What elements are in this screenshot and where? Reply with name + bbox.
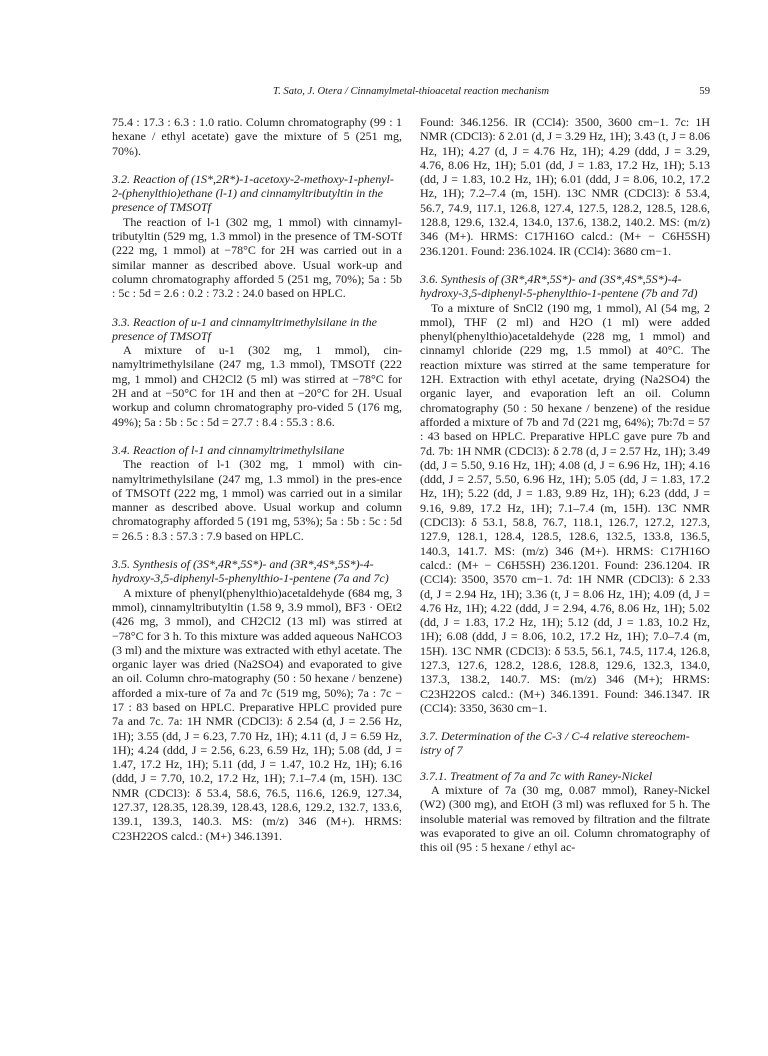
section-heading-3-6: 3.6. Synthesis of (3R*,4R*,5S*)- and (3S*,4S*,5S*)-4-hydroxy-3,5-diphenyl-5-phenylthio-1-pentene (7b and 7d) <box>420 271 698 301</box>
paragraph-3-6: To a mixture of SnCl2 (190 mg, 1 mmol), Al (54 mg, 2 mmol), THF (2 ml) and H2O (1 ml) were added phenyl(phenylthio)acetaldehyde (228 mg, 1 mmol) and cinnamyl chloride (229 mg, 1.5 mmol) at 40°C. The reaction mixture was stirred at the same temperature for 12H. Extraction with ethyl acetate, drying (Na2SO4) the organic layer, and evaporation left an oil. Column chromatography (50 : 50 hexane / benzene) of the residue afforded a mixture of 7b and 7d (221 mg, 64%); 7b:7d = 57 : 43 based on HPLC. Preparative HPLC gave pure 7b and 7d. 7b: 1H NMR (CDCl3): δ 2.78 (d, J = 2.57 Hz, 1H); 3.49 (dd, J = 5.50, 9.16 Hz, 1H); 4.08 (d, J = 6.96 Hz, 1H); 4.16 (ddd, J = 2.57, 5.50, 6.96 Hz, 1H); 5.05 (dd, J = 1.83, 17.2 Hz, 1H); 5.22 (dd, J = 1.83, 9.89 Hz, 1H); 6.23 (ddd, J = 9.16, 9.89, 17.2 Hz, 1H); 7.1–7.4 (m, 15H). 13C NMR (CDCl3): δ 53.1, 58.8, 76.7, 118.1, 126.7, 127.2, 127.3, 127.9, 128.1, 128.4, 128.5, 128.6, 132.5, 133.8, 136.5, 140.3, 141.7. MS: (m/z) 346 (M+). HRMS: C17H16O calcd.: (M+ − C6H5SH) 236.1201. Found: 236.1204. IR (CCl4): 3500, 3570 cm−1. 7d: 1H NMR (CDCl3): δ 2.33 (d, J = 2.94 Hz, 1H); 3.36 (t, J = 8.06 Hz, 1H); 4.09 (d, J = 4.76 Hz, 1H); 4.22 (ddd, J = 2.94, 4.76, 8.06 Hz, 1H); 5.02 (dd, J = 1.83, 17.2 Hz, 1H); 5.12 (dd, J = 1.83, 10.2 Hz, 1H); 6.08 (ddd, J = 8.06, 10.2, 17.2 Hz, 1H); 7.0–7.4 (m, 15H). 13C NMR (CDCl3): δ 53.5, 56.1, 74.5, 117.4, 126.8, 127.3, 127.6, 128.2, 128.6, 128.8, 129.6, 132.3, 134.0, 137.3, 138.2, 140.7. MS: (m/z) 346 (M+); HRMS: C23H22OS calcd.: (M+) 346.1391. Found: 346.1347. IR (CCl4): 3350, 3630 cm−1. <box>420 300 710 715</box>
paragraph-3-3: A mixture of u-1 (302 mg, 1 mmol), cin-namyltrimethylsilane (247 mg, 1.3 mmol), TMSOTf (222 mg, 1 mmol) and CH2Cl2 (5 ml) was stirred at −78°C for 2H and at −50°C for 1H and then at −20°C for 2H. Usual workup and column chromatography pro-vided 5 (176 mg, 49%); 5a : 5b : 5c : 5d = 27.7 : 8.4 : 55.3 : 8.6. <box>112 343 402 429</box>
section-heading-3-3: 3.3. Reaction of u-1 and cinnamyltrimethylsilane in the presence of TMSOTf <box>112 314 377 343</box>
paragraph-3-2: The reaction of l-1 (302 mg, 1 mmol) with cinnamyl-tributyltin (529 mg, 1.3 mmol) in the presence of TM-SOTf (222 mg, 1 mmol) at −78°C for 2H was carried out in a similar manner as described above. Usual work-up and column chromatography afforded 5 (251 mg, 70%); 5a : 5b : 5c : 5d = 2.6 : 0.2 : 73.2 : 24.0 based on HPLC. <box>112 214 402 301</box>
right-column <box>420 115 710 855</box>
paragraph-3-7-1: A mixture of 7a (30 mg, 0.087 mmol), Raney-Nickel (W2) (300 mg), and EtOH (3 ml) was refluxed for 5 h. The insoluble material was removed by filtration and the filtrate was evaporated to give an oil. Column chromatography of this oil (95 : 5 hexane / ethyl ac- <box>420 783 710 855</box>
paragraph-continued-right: Found: 346.1256. IR (CCl4): 3500, 3600 cm−1. 7c: 1H NMR (CDCl3): δ 2.01 (d, J = 3.29 Hz, 1H); 3.43 (t, J = 8.06 Hz, 1H); 4.27 (d, J = 4.76 Hz, 1H); 4.29 (ddd, J = 3.29, 4.76, 8.06 Hz, 1H); 5.01 (dd, J = 1.83, 17.2 Hz, 1H); 5.13 (dd, J = 1.83, 10.2 Hz, 1H); 6.01 (ddd, J = 8.06, 10.2, 17.2 Hz, 1H); 7.2–7.4 (m, 15H). 13C NMR (CDCl3): δ 53.4, 56.7, 74.9, 117.1, 126.8, 127.4, 127.5, 128.2, 128.5, 128.6, 128.8, 129.6, 132.4, 134.0, 137.6, 138.2, 140.2. MS: (m/z) 346 (M+). HRMS: C17H16O calcd.: (M+ − C6H5SH) 236.1201. Found: 236.1024. IR (CCl4): 3680 cm−1. <box>420 115 710 258</box>
subsection-heading-3-7-1: 3.7.1. Treatment of 7a and 7c with Raney-Nickel <box>420 768 653 783</box>
section-heading-3-7: 3.7. Determination of the C-3 / C-4 relative stereochem-istry of 7 <box>420 729 690 758</box>
running-header <box>112 86 710 102</box>
page-number: 59 <box>699 86 710 97</box>
paragraph-3-4: The reaction of l-1 (302 mg, 1 mmol) with cin-namyltrimethylsilane (247 mg, 1.3 mmol) in the pres-ence of TMSOTf (222 mg, 1 mmol) was carried out in a similar manner as described above. Usual workup and column chromatography afforded 5 (191 mg, 53%); 5a : 5b : 5c : 5d = 26.5 : 8.3 : 57.3 : 7.9 based on HPLC. <box>112 457 402 543</box>
section-heading-3-4: 3.4. Reaction of l-1 and cinnamyltrimethylsilane <box>112 442 345 457</box>
running-title: T. Sato, J. Otera / Cinnamylmetal-thioacetal reaction mechanism <box>273 86 549 97</box>
section-heading-3-2: 3.2. Reaction of (1S*,2R*)-1-acetoxy-2-methoxy-1-phenyl-2-(phenylthio)ethane (l-1) and cinnamyltributyltin in the presence of TMSOTf <box>112 171 394 215</box>
paragraph-continued: 75.4 : 17.3 : 6.3 : 1.0 ratio. Column chromatography (99 : 1 hexane / ethyl acetate) gave the mixture of 5 (251 mg, 70%). <box>112 115 402 158</box>
section-heading-3-5: 3.5. Synthesis of (3S*,4R*,5S*)- and (3R*,4S*,5S*)-4-hydroxy-3,5-diphenyl-5-phenylthio-1-pentene (7a and 7c) <box>112 557 389 586</box>
paragraph-3-5: A mixture of phenyl(phenylthio)acetaldehyde (684 mg, 3 mmol), cinnamyltributyltin (1.58 9, 3.9 mmol), BF3 · OEt2 (426 mg, 3 mmol), and CH2Cl2 (13 ml) was stirred at −78°C for 3 h. To this mixture was added aqueous NaHCO3 (3 ml) and the mixture was extracted with ethyl acetate. The organic layer was dried (Na2SO4) and evaporated to give an oil. Column chro-matography (50 : 50 hexane / benzene) afforded a mix-ture of 7a and 7c (519 mg, 50%); 7a : 7c − 17 : 83 based on HPLC. Preparative HPLC provided pure 7a and 7c. 7a: 1H NMR (CDCl3): δ 2.54 (d, J = 2.56 Hz, 1H); 3.55 (dd, J = 6.23, 7.70 Hz, 1H); 4.11 (d, J = 6.59 Hz, 1H); 4.24 (ddd, J = 2.56, 6.23, 6.59 Hz, 1H); 5.08 (dd, J = 1.47, 17.2 Hz, 1H); 5.11 (dd, J = 1.47, 10.2 Hz, 1H); 6.16 (ddd, J = 7.70, 10.2, 17.2 Hz, 1H); 7.1–7.4 (m, 15H). 13C NMR (CDCl3): δ 53.4, 58.6, 76.5, 116.6, 126.9, 127.34, 127.37, 128.35, 128.39, 128.43, 128.6, 129.2, 132.7, 133.6, 139.1, 139.3, 140.3. MS: (m/z) 346 (M+). HRMS: C23H22OS calcd.: (M+) 346.1391. <box>112 585 402 843</box>
left-column <box>112 115 402 843</box>
